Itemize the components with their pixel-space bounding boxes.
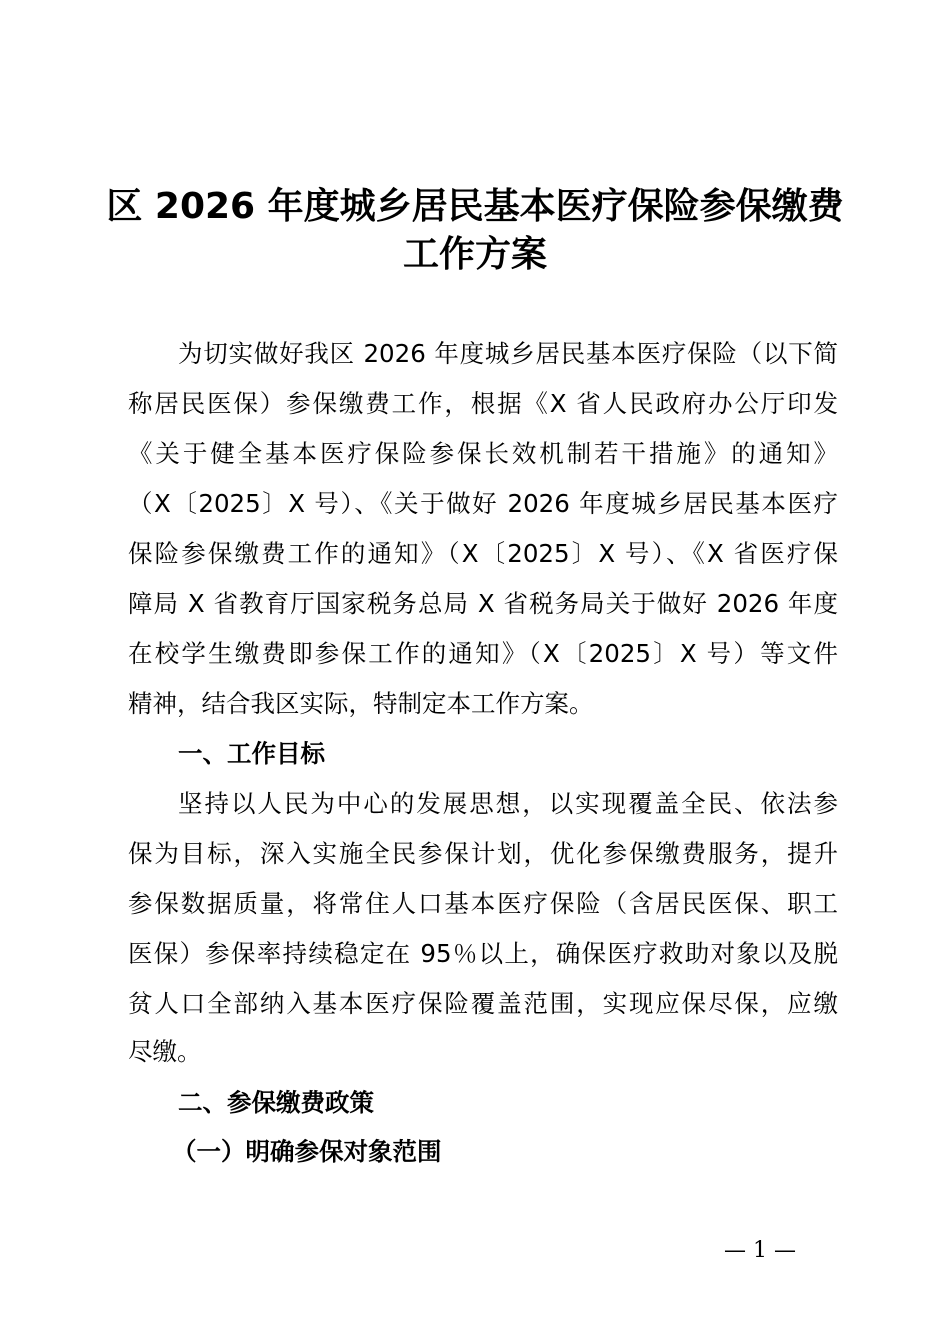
intro-line: （X〔2025〕X 号）、《关于做好 2026 年度城乡居民基本医疗 xyxy=(128,489,838,518)
page-number: — 1 — xyxy=(724,1238,796,1263)
section-heading-work-goals: 一、工作目标 xyxy=(178,739,325,768)
intro-line: 在校学生缴费即参保工作的通知》（X〔2025〕X 号）等文件 xyxy=(128,639,838,668)
intro-line: 障局 X 省教育厅国家税务总局 X 省税务局关于做好 2026 年度 xyxy=(128,589,838,618)
section1-line: 贫人口全部纳入基本医疗保险覆盖范围，实现应保尽保，应缴 xyxy=(128,989,838,1018)
intro-line: 《关于健全基本医疗保险参保长效机制若干措施》的通知》 xyxy=(128,439,838,468)
section1-line: 参保数据质量，将常住人口基本医疗保险（含居民医保、职工 xyxy=(128,889,838,918)
section-heading-policy: 二、参保缴费政策 xyxy=(178,1088,374,1117)
section1-line: 尽缴。 xyxy=(128,1037,202,1066)
subsection-heading-scope: （一）明确参保对象范围 xyxy=(172,1137,442,1166)
intro-line: 保险参保缴费工作的通知》（X〔2025〕X 号）、《X 省医疗保 xyxy=(128,539,838,568)
section1-line: 医保）参保率持续稳定在 95％以上，确保医疗救助对象以及脱 xyxy=(128,939,838,968)
document-title-line-1: 区 2026 年度城乡居民基本医疗保险参保缴费 xyxy=(106,186,844,227)
document-title-line-2: 工作方案 xyxy=(402,234,547,275)
intro-line: 精神，结合我区实际，特制定本工作方案。 xyxy=(128,689,594,718)
section1-line: 坚持以人民为中心的发展思想，以实现覆盖全民、依法参 xyxy=(178,789,838,818)
intro-line: 为切实做好我区 2026 年度城乡居民基本医疗保险（以下简 xyxy=(178,339,838,368)
intro-line: 称居民医保）参保缴费工作，根据《X 省人民政府办公厅印发 xyxy=(128,389,838,418)
section1-line: 保为目标，深入实施全民参保计划，优化参保缴费服务，提升 xyxy=(128,839,838,868)
